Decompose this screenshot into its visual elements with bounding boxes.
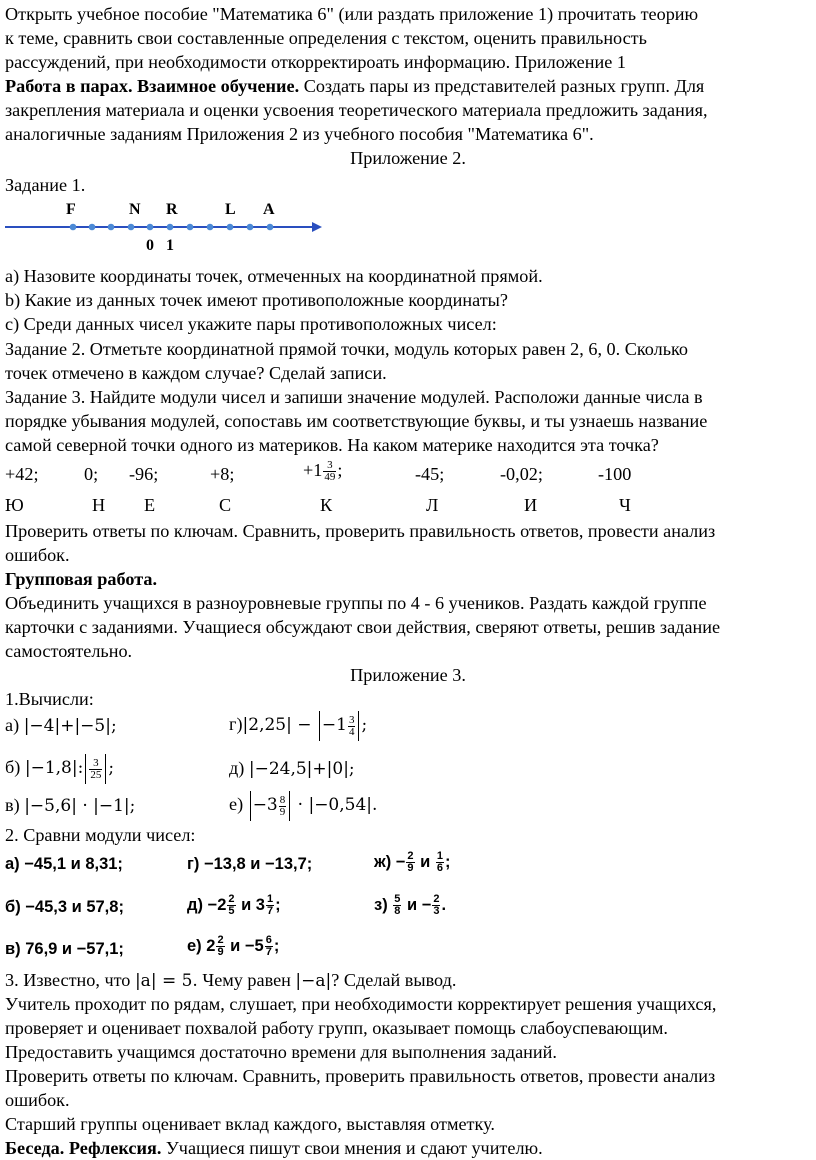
point-label-f: F (66, 201, 76, 218)
calc-b: б) |−1,8|: $\frac{3}{25}$ ; (5, 754, 114, 784)
point-label-a: A (263, 201, 275, 218)
group-line-3: самостоятельно. (5, 641, 133, 661)
tick-dot (267, 224, 274, 231)
letter: С (219, 495, 232, 515)
letter: Ю (5, 495, 24, 515)
number-value: -96; (129, 464, 159, 484)
intro-line-3: рассуждений, при необходимости откорректироать информацию. Приложение 1 (5, 52, 626, 72)
reflection-line: Беседа. Рефлексия. Учащиеся пишут свои мнения и сдают учителю. (5, 1138, 543, 1158)
pairs-text: Создать пары из представителей разных групп. Для (299, 76, 705, 96)
fraction: $\frac{3}{49}$ (324, 459, 336, 484)
teacher-line-4: Проверить ответы по ключам. Сравнить, проверить правильность ответов, провести анализ (5, 1066, 716, 1086)
letter: Л (426, 495, 439, 515)
number-value: 0; (84, 464, 99, 484)
letter: И (524, 495, 538, 515)
appendix-2-heading: Приложение 2. (350, 148, 466, 168)
calc-g: г)|2,25| − −1 $\frac{3}{4}$ ; (229, 711, 367, 741)
number-line (0, 196, 330, 256)
question-3: 3. Известно, что |a| = 5. Чему равен |−a|? Сделай вывод. (5, 970, 457, 991)
tick-dot (70, 224, 77, 231)
calc-title: 1.Вычисли: (5, 689, 94, 709)
number-value: -45; (415, 464, 445, 484)
compare-g: г) −13,8 и −13,7; (187, 855, 313, 873)
letter: К (320, 495, 333, 515)
mixed-number: +1 $\frac{3}{49}$ ; (303, 459, 343, 484)
intro-line-1: Открыть учебное пособие "Математика 6" (или раздать приложение 1) прочитать теорию (5, 4, 699, 24)
letter: Ч (619, 495, 631, 515)
intro-line-2: к теме, сравнить свои составленные определения с текстом, оценить правильность (5, 28, 647, 48)
teacher-line-5: ошибок. (5, 1090, 70, 1110)
tick-label-1: 1 (166, 237, 174, 254)
reflection-title: Беседа. Рефлексия. (5, 1138, 162, 1158)
tick-dot (147, 224, 154, 231)
calc-e: е) −3 $\frac{8}{9}$ · |−0,54|. (229, 791, 377, 821)
letter: Е (144, 495, 156, 515)
tick-label-0: 0 (146, 237, 154, 254)
check-line-2: ошибок. (5, 545, 70, 565)
point-label-n: N (129, 201, 141, 218)
teacher-line-2: проверяет и оценивает похвалой работу групп, оказывает помощь слабоуспевающим. (5, 1018, 668, 1038)
question-b: b) Какие из данных точек имеют противоположные координаты? (5, 290, 508, 310)
pairs-line-2: закрепления материала и оценки усвоения теоретического материала предложить задания, (5, 100, 708, 120)
calc-v: в) |−5,6| · |−1|; (5, 795, 136, 816)
calc-d: д) |−24,5|+|0|; (229, 758, 355, 779)
group-line-2: карточки с заданиями. Учащиеся обсуждают свои действия, сверяют ответы, решив задание (5, 617, 721, 637)
number-value: +8; (210, 464, 235, 484)
tick-dot (187, 224, 194, 231)
compare-e: е) 2 $\frac{2}{9}$ и −5 $\frac{6}{7}$ ; (187, 934, 280, 959)
compare-v: в) 76,9 и −57,1; (5, 940, 124, 958)
number-value: -100 (598, 464, 632, 484)
number-value: +42; (5, 464, 39, 484)
question-c: с) Среди данных чисел укажите пары противоположных чисел: (5, 314, 497, 334)
group-title: Групповая работа. (5, 569, 158, 589)
task-2-line-2: точек отмечено в каждом случае? Сделай записи. (5, 363, 387, 383)
calc-a: а) |−4|+|−5|; (5, 715, 117, 736)
number-value: -0,02; (500, 464, 543, 484)
question-a: а) Назовите координаты точек, отмеченных на координатной прямой. (5, 266, 543, 286)
task-1-title: Задание 1. (5, 175, 86, 195)
pairs-paragraph-line-1 (5, 74, 704, 98)
group-line-1: Объединить учащихся в разноуровневые группы по 4 - 6 учеников. Раздать каждой группе (5, 593, 707, 613)
tick-dot (89, 224, 96, 231)
tick-dot (247, 224, 254, 231)
compare-a: а) −45,1 и 8,31; (5, 855, 123, 873)
compare-zh: ж) − $\frac{2}{9}$ и $\frac{1}{6}$ ; (374, 850, 451, 875)
tick-dot (108, 224, 115, 231)
pairs-line-3: аналогичные заданиям Приложения 2 из учебного пособия "Математика 6". (5, 124, 594, 144)
tick-dot (227, 224, 234, 231)
letter: Н (92, 495, 106, 515)
task-3-line-3: самой северной точки одного из материков. На каком материке находится эта точка? (5, 435, 659, 455)
point-label-r: R (166, 201, 178, 218)
task-2-line-1: Задание 2. Отметьте координатной прямой точки, модуль которых равен 2, 6, 0. Сколько (5, 339, 689, 359)
teacher-line-1: Учитель проходит по рядам, слушает, при необходимости корректирует решения учащихся, (5, 994, 717, 1014)
compare-title: 2. Сравни модули чисел: (5, 825, 196, 845)
check-line-1: Проверить ответы по ключам. Сравнить, проверить правильность ответов, провести анализ (5, 521, 716, 541)
task-3-line-2: порядке убывания модулей, сопоставь им соответствующие буквы, и ты узнаешь название (5, 411, 708, 431)
appendix-3-heading: Приложение 3. (350, 665, 466, 685)
point-label-l: L (225, 201, 236, 218)
teacher-line-6: Старший группы оценивает вклад каждого, выставляя отметку. (5, 1114, 495, 1134)
tick-dot (128, 224, 135, 231)
arrow-head-icon (312, 222, 322, 232)
tick-dot (167, 224, 174, 231)
pairs-title: Работа в парах. Взаимное обучение. (5, 76, 300, 96)
tick-dot (207, 224, 214, 231)
teacher-line-3: Предоставить учащимся достаточно времени для выполнения заданий. (5, 1042, 557, 1062)
compare-z: з) $\frac{5}{8}$ и − $\frac{2}{3}$ . (374, 893, 447, 918)
compare-d: д) −2 $\frac{2}{5}$ и 3 $\frac{1}{7}$ ; (187, 893, 281, 918)
compare-b: б) −45,3 и 57,8; (5, 898, 124, 916)
task-3-line-1: Задание 3. Найдите модули чисел и запиши значение модулей. Расположи данные числа в (5, 387, 703, 407)
